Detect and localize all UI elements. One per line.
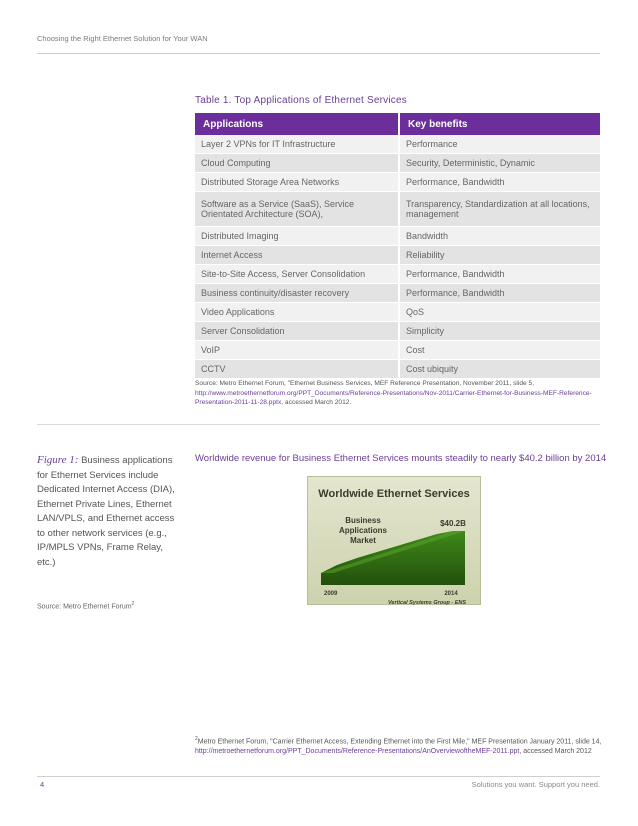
table-row [195,154,600,173]
table-row [195,322,600,341]
footnote-marker: 2 [195,736,198,742]
benefit-cell: QoS [399,303,600,322]
application-cell: Business continuity/disaster recovery [195,284,399,303]
figure-caption-text: Business applications for Ethernet Services include Dedicated Internet Access (DIA), Ethernet Private Lines, Ethernet LAN/VPLS, and Ethernet access to other network services (e.g., IP/MPLS VPNs, Frame Relay, etc.) [37,455,175,568]
application-cell: Software as a Service (SaaS), Service Orientated Architecture (SOA), [195,192,399,227]
benefit-cell: Cost ubiquity [399,360,600,379]
page-number: 4 [40,780,45,789]
application-cell: Distributed Imaging [195,227,399,246]
benefit-cell: Performance, Bandwidth [399,284,600,303]
figure-source-text: Source: Metro Ethernet Forum [37,603,132,611]
application-cell: Server Consolidation [195,322,399,341]
table-row [195,192,600,227]
benefit-cell: Performance [399,135,600,154]
footer-divider [37,776,600,777]
benefit-cell: Security, Deterministic, Dynamic [399,154,600,173]
chart-heading: Worldwide revenue for Business Ethernet Services mounts steadily to nearly $40.2 billion by 2014 [195,453,607,464]
figure-caption [37,453,182,570]
benefit-cell: Performance, Bandwidth [399,173,600,192]
column-header-applications: Applications [195,113,399,135]
section-divider [37,424,600,425]
chart-image-title: Worldwide Ethernet Services [318,488,470,500]
figure-label: Figure 1: [37,454,79,466]
market-label-line-2: Applications [338,526,388,535]
table-row [195,173,600,192]
benefit-cell: Transparency, Standardization at all locations, management [399,192,600,227]
footnote-text: Metro Ethernet Forum, "Carrier Ethernet Access, Extending Ethernet into the First Mile," MEF Presentation January 2011, slide 14, [197,738,602,746]
table-row [195,303,600,322]
table-row [195,341,600,360]
application-cell: Internet Access [195,246,399,265]
running-header: Choosing the Right Ethernet Solution for Your WAN [37,34,208,43]
table-row [195,360,600,379]
header-divider [37,53,600,54]
application-cell: Distributed Storage Area Networks [195,173,399,192]
source-text: Source: Metro Ethernet Forum, "Ethernet Business Services, MEF Reference Presentation, November 2011, slide 5, [195,380,535,387]
benefit-cell: Simplicity [399,322,600,341]
table-row [195,265,600,284]
application-cell: Site-to-Site Access, Server Consolidation [195,265,399,284]
benefit-cell: Cost [399,341,600,360]
market-label-line-3: Market [350,536,376,545]
applications-table [195,113,600,379]
column-header-key-benefits: Key benefits [399,113,600,135]
table-row [195,227,600,246]
application-cell: Video Applications [195,303,399,322]
table-title: Table 1. Top Applications of Ethernet Services [195,95,407,106]
table-row [195,135,600,154]
table-source-note [195,379,605,408]
application-cell: Layer 2 VPNs for IT Infrastructure [195,135,399,154]
year-end-label: 2014 [444,591,458,597]
figure-source-sup: 2 [131,601,135,607]
footer-tagline: Solutions you want. Support you need. [471,780,600,789]
benefit-cell: Performance, Bandwidth [399,265,600,284]
year-start-label: 2009 [324,591,338,597]
table-row [195,246,600,265]
value-label: $40.2B [440,519,466,528]
footnote [195,734,605,757]
application-cell: VoIP [195,341,399,360]
table-row [195,284,600,303]
market-label-line-1: Business [345,516,381,525]
footnote-link[interactable]: http://metroethernetforum.org/PPT_Documents/Reference-Presentations/AnOverviewoftheMEF-2011.ppt [195,748,520,756]
source-suffix: , accessed March 2012. [281,399,352,406]
footnote-suffix: , accessed March 2012 [519,748,592,756]
benefit-cell: Bandwidth [399,227,600,246]
chart-credit: Vertical Systems Group - ENS [387,600,467,605]
application-cell: CCTV [195,360,399,379]
application-cell: Cloud Computing [195,154,399,173]
worldwide-ethernet-services-chart [307,476,481,605]
figure-source [37,601,134,610]
source-link[interactable]: http://www.metroethernetforum.org/PPT_Documents/Reference-Presentations/Nov-2011/Carrier-Ethernet-for-Business-MEF-Reference-Presentation-2011-11-28.pptx [195,389,592,406]
benefit-cell: Reliability [399,246,600,265]
table-header-row [195,113,600,135]
